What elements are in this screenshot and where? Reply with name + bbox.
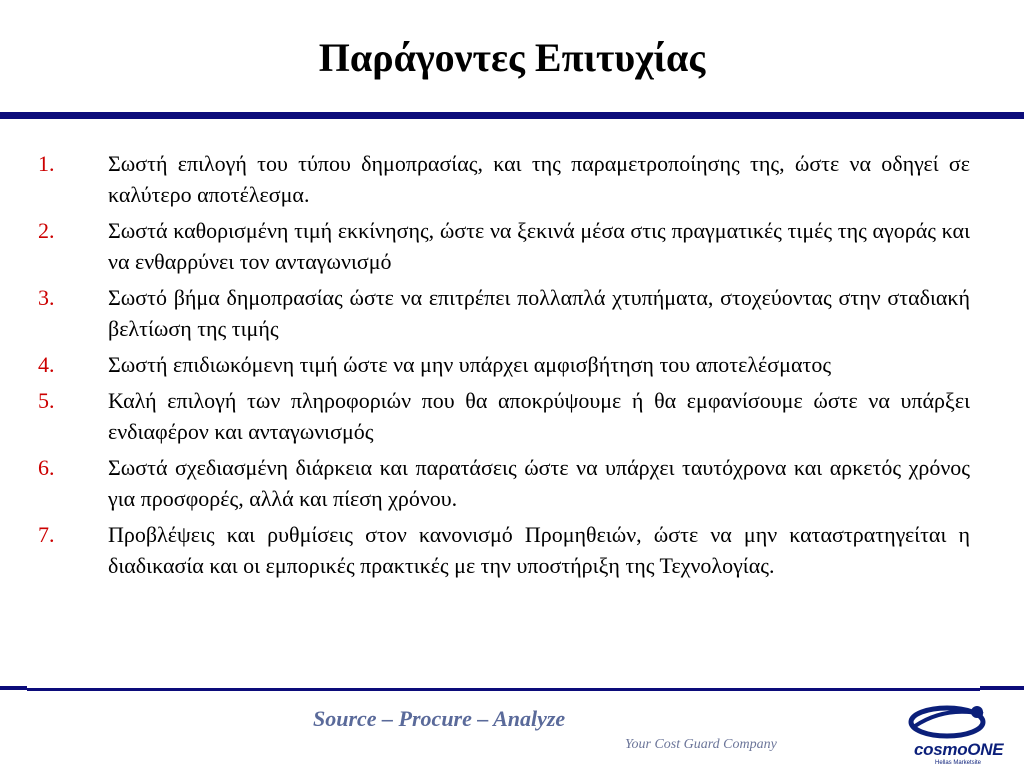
item-text: Σωστό βήμα δημοπρασίας ώστε να επιτρέπει πολλαπλά χτυπήματα, στοχεύοντας στην σταδιακή βελτίωση της τιμής bbox=[108, 285, 970, 341]
list-item bbox=[38, 215, 970, 277]
list-item bbox=[38, 385, 970, 447]
footer-divider bbox=[27, 688, 980, 691]
item-number: 4. bbox=[38, 352, 55, 377]
logo-subtext: Hellas Marketsite bbox=[935, 760, 982, 766]
logo-wordmark bbox=[914, 740, 1003, 760]
item-text: Σωστή επιδιωκόμενη τιμή ώστε να μην υπάρχει αμφισβήτηση του αποτελέσματος bbox=[108, 352, 832, 377]
item-number: 3. bbox=[38, 285, 55, 310]
item-number: 6. bbox=[38, 455, 55, 480]
item-text: Σωστή επιλογή του τύπου δημοπρασίας, και της παραμετροποίησης της, ώστε να οδηγεί σε καλύτερο αποτέλεσμα. bbox=[108, 151, 970, 207]
list-item bbox=[38, 349, 970, 380]
company-slogan: Your Cost Guard Company bbox=[625, 737, 777, 752]
item-text: Καλή επιλογή των πληροφοριών που θα αποκρύψουμε ή θα εμφανίσουμε ώστε να υπάρξει ενδιαφέρον και ανταγωνισμός bbox=[108, 388, 970, 444]
item-number: 5. bbox=[38, 388, 55, 413]
footer-tagline: Source – Procure – Analyze bbox=[313, 706, 566, 731]
footer-divider-right bbox=[980, 686, 1024, 690]
item-text: Προβλέψεις και ρυθμίσεις στον κανονισμό Προμηθειών, ώστε να μην καταστρατηγείται η διαδικασία και οι εμπορικές πρακτικές με την υποστήριξη της Τεχνολογίας. bbox=[108, 522, 970, 578]
item-number: 2. bbox=[38, 218, 55, 243]
item-text: Σωστά καθορισμένη τιμή εκκίνησης, ώστε να ξεκινά μέσα στις πραγματικές τιμές της αγοράς και να ενθαρρύνει τον ανταγωνισμό bbox=[108, 218, 970, 274]
slide-title: Παράγοντες Επιτυχίας bbox=[318, 35, 706, 80]
list-item bbox=[38, 519, 970, 581]
logo-cosmo: cosmo bbox=[914, 740, 968, 759]
item-number: 7. bbox=[38, 522, 55, 547]
footer-divider-left bbox=[0, 686, 27, 690]
item-number: 1. bbox=[38, 151, 55, 176]
success-factors-list bbox=[38, 148, 970, 586]
logo-one: ONE bbox=[967, 740, 1004, 759]
list-item bbox=[38, 282, 970, 344]
title-divider bbox=[0, 112, 1024, 119]
item-text: Σωστά σχεδιασμένη διάρκεια και παρατάσεις ώστε να υπάρχει ταυτόχρονα και αρκετός χρόνος για προσφορές, αλλά και πίεση χρόνου. bbox=[108, 455, 970, 511]
list-item bbox=[38, 148, 970, 210]
list-item bbox=[38, 452, 970, 514]
